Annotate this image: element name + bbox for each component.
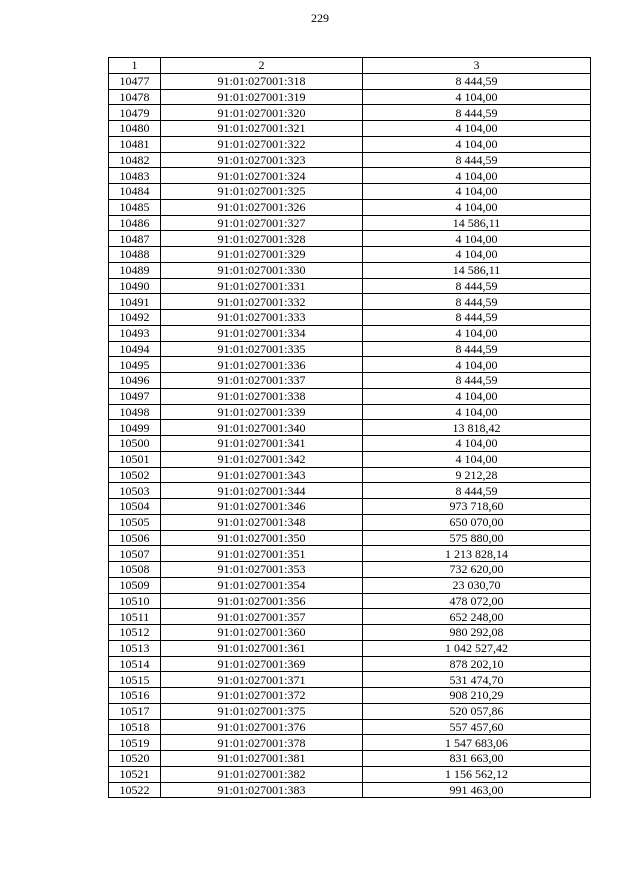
- table-row: [109, 656, 591, 672]
- value-cell: 13 818,42: [363, 420, 591, 436]
- table-row: [109, 73, 591, 89]
- row-number-cell: 10485: [109, 199, 161, 215]
- value-cell: 8 444,59: [363, 373, 591, 389]
- table-row: [109, 373, 591, 389]
- cadastral-number-cell: 91:01:027001:360: [161, 625, 363, 641]
- value-cell: 1 156 562,12: [363, 766, 591, 782]
- row-number-cell: 10486: [109, 215, 161, 231]
- value-cell: 520 057,86: [363, 703, 591, 719]
- row-number-cell: 10503: [109, 483, 161, 499]
- cadastral-number-cell: 91:01:027001:339: [161, 404, 363, 420]
- value-cell: 650 070,00: [363, 514, 591, 530]
- cadastral-number-cell: 91:01:027001:356: [161, 593, 363, 609]
- table-row: [109, 703, 591, 719]
- cadastral-number-cell: 91:01:027001:335: [161, 341, 363, 357]
- cadastral-number-cell: 91:01:027001:346: [161, 499, 363, 515]
- value-cell: 4 104,00: [363, 388, 591, 404]
- row-number-cell: 10488: [109, 247, 161, 263]
- value-cell: 4 104,00: [363, 436, 591, 452]
- table-row: [109, 625, 591, 641]
- table-row: [109, 168, 591, 184]
- table-row: [109, 247, 591, 263]
- table-row: [109, 325, 591, 341]
- row-number-cell: 10499: [109, 420, 161, 436]
- value-cell: 1 042 527,42: [363, 640, 591, 656]
- table-row: [109, 357, 591, 373]
- cadastral-number-cell: 91:01:027001:383: [161, 782, 363, 798]
- value-cell: 478 072,00: [363, 593, 591, 609]
- row-number-cell: 10500: [109, 436, 161, 452]
- table-row: [109, 105, 591, 121]
- value-cell: 8 444,59: [363, 294, 591, 310]
- row-number-cell: 10492: [109, 310, 161, 326]
- value-cell: 14 586,11: [363, 262, 591, 278]
- cadastral-number-cell: 91:01:027001:344: [161, 483, 363, 499]
- cadastral-number-cell: 91:01:027001:369: [161, 656, 363, 672]
- value-cell: 652 248,00: [363, 609, 591, 625]
- value-cell: 8 444,59: [363, 105, 591, 121]
- cadastral-number-cell: 91:01:027001:351: [161, 546, 363, 562]
- table-row: [109, 215, 591, 231]
- table-row: [109, 609, 591, 625]
- table-row: [109, 89, 591, 105]
- data-table: [108, 57, 591, 798]
- cadastral-number-cell: 91:01:027001:331: [161, 278, 363, 294]
- value-cell: 991 463,00: [363, 782, 591, 798]
- value-cell: 8 444,59: [363, 73, 591, 89]
- row-number-cell: 10516: [109, 688, 161, 704]
- table-row: [109, 640, 591, 656]
- value-cell: 4 104,00: [363, 451, 591, 467]
- row-number-cell: 10490: [109, 278, 161, 294]
- cadastral-number-cell: 91:01:027001:324: [161, 168, 363, 184]
- row-number-cell: 10511: [109, 609, 161, 625]
- table-row: [109, 262, 591, 278]
- table-row: [109, 436, 591, 452]
- table-row: [109, 420, 591, 436]
- row-number-cell: 10518: [109, 719, 161, 735]
- cadastral-number-cell: 91:01:027001:348: [161, 514, 363, 530]
- value-cell: 4 104,00: [363, 247, 591, 263]
- value-cell: 4 104,00: [363, 357, 591, 373]
- cadastral-number-cell: 91:01:027001:328: [161, 231, 363, 247]
- value-cell: 4 104,00: [363, 404, 591, 420]
- cadastral-number-cell: 91:01:027001:327: [161, 215, 363, 231]
- row-number-cell: 10489: [109, 262, 161, 278]
- value-cell: 8 444,59: [363, 341, 591, 357]
- row-number-cell: 10507: [109, 546, 161, 562]
- table-row: [109, 719, 591, 735]
- row-number-cell: 10506: [109, 530, 161, 546]
- cadastral-number-cell: 91:01:027001:357: [161, 609, 363, 625]
- cadastral-number-cell: 91:01:027001:329: [161, 247, 363, 263]
- table-row: [109, 199, 591, 215]
- value-cell: 1 547 683,06: [363, 735, 591, 751]
- row-number-cell: 10522: [109, 782, 161, 798]
- table-row: [109, 751, 591, 767]
- row-number-cell: 10504: [109, 499, 161, 515]
- table-row: [109, 499, 591, 515]
- table-body: [109, 73, 591, 798]
- value-cell: 831 663,00: [363, 751, 591, 767]
- row-number-cell: 10501: [109, 451, 161, 467]
- cadastral-number-cell: 91:01:027001:350: [161, 530, 363, 546]
- table-row: [109, 388, 591, 404]
- cadastral-number-cell: 91:01:027001:321: [161, 121, 363, 137]
- value-cell: 4 104,00: [363, 325, 591, 341]
- column-header: 2: [161, 58, 363, 74]
- cadastral-number-cell: 91:01:027001:334: [161, 325, 363, 341]
- table-row: [109, 514, 591, 530]
- cadastral-number-cell: 91:01:027001:372: [161, 688, 363, 704]
- table-row: [109, 577, 591, 593]
- row-number-cell: 10487: [109, 231, 161, 247]
- row-number-cell: 10510: [109, 593, 161, 609]
- cadastral-number-cell: 91:01:027001:319: [161, 89, 363, 105]
- value-cell: 531 474,70: [363, 672, 591, 688]
- cadastral-number-cell: 91:01:027001:342: [161, 451, 363, 467]
- row-number-cell: 10484: [109, 184, 161, 200]
- table-row: [109, 530, 591, 546]
- table-row: [109, 184, 591, 200]
- cadastral-number-cell: 91:01:027001:341: [161, 436, 363, 452]
- value-cell: 4 104,00: [363, 89, 591, 105]
- table-header-row: [109, 58, 591, 74]
- row-number-cell: 10498: [109, 404, 161, 420]
- row-number-cell: 10515: [109, 672, 161, 688]
- table-row: [109, 278, 591, 294]
- row-number-cell: 10494: [109, 341, 161, 357]
- row-number-cell: 10517: [109, 703, 161, 719]
- value-cell: 1 213 828,14: [363, 546, 591, 562]
- cadastral-number-cell: 91:01:027001:343: [161, 467, 363, 483]
- column-header: 3: [363, 58, 591, 74]
- row-number-cell: 10512: [109, 625, 161, 641]
- row-number-cell: 10520: [109, 751, 161, 767]
- value-cell: 8 444,59: [363, 278, 591, 294]
- page-number: 229: [311, 11, 329, 25]
- row-number-cell: 10493: [109, 325, 161, 341]
- value-cell: 878 202,10: [363, 656, 591, 672]
- table-row: [109, 451, 591, 467]
- row-number-cell: 10508: [109, 562, 161, 578]
- value-cell: 4 104,00: [363, 199, 591, 215]
- cadastral-number-cell: 91:01:027001:353: [161, 562, 363, 578]
- cadastral-number-cell: 91:01:027001:381: [161, 751, 363, 767]
- value-cell: 732 620,00: [363, 562, 591, 578]
- cadastral-number-cell: 91:01:027001:338: [161, 388, 363, 404]
- table-row: [109, 766, 591, 782]
- value-cell: 9 212,28: [363, 467, 591, 483]
- value-cell: 973 718,60: [363, 499, 591, 515]
- row-number-cell: 10479: [109, 105, 161, 121]
- cadastral-number-cell: 91:01:027001:336: [161, 357, 363, 373]
- cadastral-number-cell: 91:01:027001:371: [161, 672, 363, 688]
- table-row: [109, 483, 591, 499]
- row-number-cell: 10495: [109, 357, 161, 373]
- value-cell: 908 210,29: [363, 688, 591, 704]
- value-cell: 980 292,08: [363, 625, 591, 641]
- cadastral-number-cell: 91:01:027001:332: [161, 294, 363, 310]
- row-number-cell: 10497: [109, 388, 161, 404]
- cadastral-number-cell: 91:01:027001:337: [161, 373, 363, 389]
- table-row: [109, 121, 591, 137]
- row-number-cell: 10521: [109, 766, 161, 782]
- row-number-cell: 10483: [109, 168, 161, 184]
- value-cell: 8 444,59: [363, 483, 591, 499]
- cadastral-number-cell: 91:01:027001:322: [161, 136, 363, 152]
- table-row: [109, 562, 591, 578]
- cadastral-number-cell: 91:01:027001:340: [161, 420, 363, 436]
- row-number-cell: 10491: [109, 294, 161, 310]
- table-row: [109, 593, 591, 609]
- cadastral-number-cell: 91:01:027001:325: [161, 184, 363, 200]
- cadastral-number-cell: 91:01:027001:330: [161, 262, 363, 278]
- value-cell: 4 104,00: [363, 121, 591, 137]
- row-number-cell: 10505: [109, 514, 161, 530]
- row-number-cell: 10514: [109, 656, 161, 672]
- value-cell: 575 880,00: [363, 530, 591, 546]
- cadastral-number-cell: 91:01:027001:326: [161, 199, 363, 215]
- table-row: [109, 310, 591, 326]
- cadastral-number-cell: 91:01:027001:318: [161, 73, 363, 89]
- table-row: [109, 231, 591, 247]
- cadastral-number-cell: 91:01:027001:323: [161, 152, 363, 168]
- row-number-cell: 10513: [109, 640, 161, 656]
- value-cell: 14 586,11: [363, 215, 591, 231]
- table-row: [109, 152, 591, 168]
- row-number-cell: 10482: [109, 152, 161, 168]
- column-header: 1: [109, 58, 161, 74]
- value-cell: 23 030,70: [363, 577, 591, 593]
- cadastral-number-cell: 91:01:027001:378: [161, 735, 363, 751]
- table-row: [109, 294, 591, 310]
- row-number-cell: 10478: [109, 89, 161, 105]
- row-number-cell: 10509: [109, 577, 161, 593]
- table-row: [109, 341, 591, 357]
- value-cell: 4 104,00: [363, 136, 591, 152]
- value-cell: 8 444,59: [363, 152, 591, 168]
- cadastral-number-cell: 91:01:027001:375: [161, 703, 363, 719]
- row-number-cell: 10480: [109, 121, 161, 137]
- value-cell: 8 444,59: [363, 310, 591, 326]
- table-row: [109, 546, 591, 562]
- table-row: [109, 467, 591, 483]
- table-row: [109, 735, 591, 751]
- table-row: [109, 782, 591, 798]
- table-row: [109, 136, 591, 152]
- cadastral-number-cell: 91:01:027001:376: [161, 719, 363, 735]
- row-number-cell: 10481: [109, 136, 161, 152]
- cadastral-number-cell: 91:01:027001:354: [161, 577, 363, 593]
- table-row: [109, 672, 591, 688]
- row-number-cell: 10519: [109, 735, 161, 751]
- cadastral-number-cell: 91:01:027001:361: [161, 640, 363, 656]
- table-row: [109, 688, 591, 704]
- value-cell: 4 104,00: [363, 184, 591, 200]
- row-number-cell: 10496: [109, 373, 161, 389]
- value-cell: 4 104,00: [363, 168, 591, 184]
- cadastral-number-cell: 91:01:027001:320: [161, 105, 363, 121]
- cadastral-number-cell: 91:01:027001:333: [161, 310, 363, 326]
- value-cell: 557 457,60: [363, 719, 591, 735]
- value-cell: 4 104,00: [363, 231, 591, 247]
- cadastral-number-cell: 91:01:027001:382: [161, 766, 363, 782]
- table-row: [109, 404, 591, 420]
- row-number-cell: 10502: [109, 467, 161, 483]
- row-number-cell: 10477: [109, 73, 161, 89]
